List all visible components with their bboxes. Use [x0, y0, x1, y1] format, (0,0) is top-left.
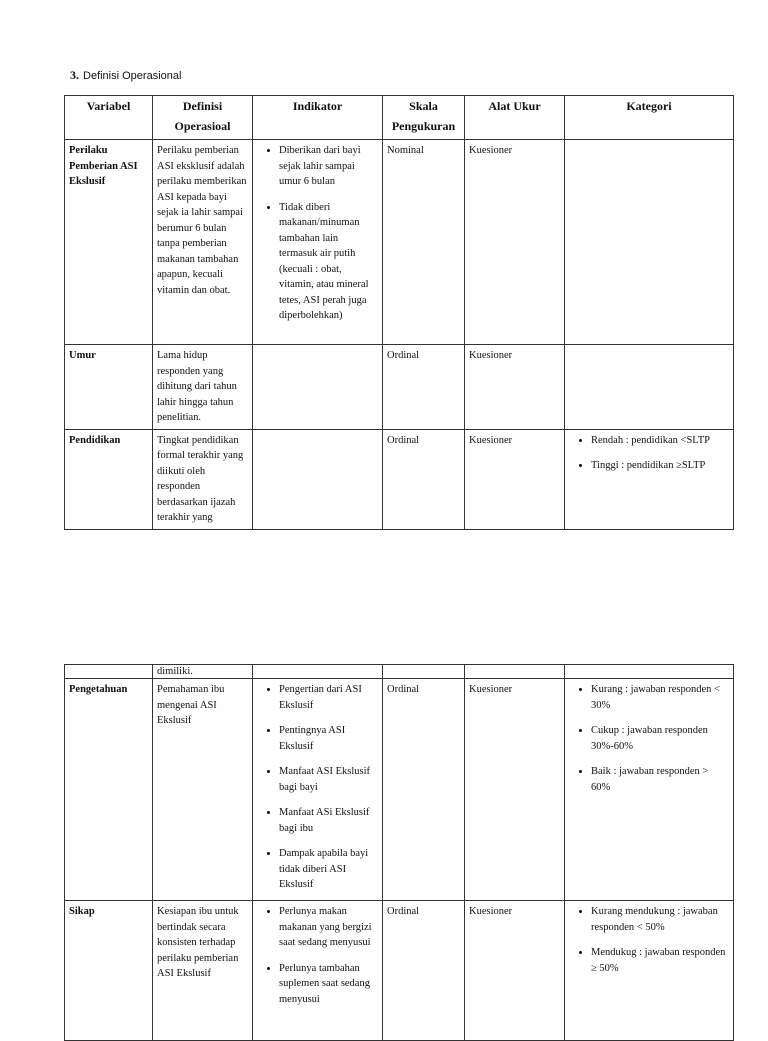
variabel-cell: Sikap [65, 901, 153, 1041]
list-item: • Perlunya tambahan suplemen saat sedang menyusui [279, 961, 378, 1008]
section-number: 3. [70, 68, 79, 82]
definisi-cell: Tingkat pendidikan formal terakhir yang diikuti oleh responden berdasarkan ijazah terakhir yang [153, 429, 253, 529]
continuation-alat-cell [465, 665, 565, 679]
indikator-cell [253, 429, 383, 529]
skala-cell: Nominal [383, 140, 465, 345]
list-item: • Pengertian dari ASI Ekslusif [279, 682, 378, 713]
skala-cell: Ordinal [383, 679, 465, 901]
indikator-cell [253, 901, 383, 1041]
continuation-skala-cell [383, 665, 465, 679]
kategori-cell [565, 345, 734, 430]
header-indikator: Indikator [253, 96, 383, 140]
variabel-cell: Umur [65, 345, 153, 430]
header-alat-ukur: Alat Ukur [465, 96, 565, 140]
table-row [65, 429, 734, 529]
kategori-cell [565, 679, 734, 901]
section-heading [70, 68, 181, 83]
header-skala: Skala Pengukuran [383, 96, 465, 140]
list-item: • Pentingnya ASI Ekslusif [279, 723, 378, 754]
alat-ukur-cell: Kuesioner [465, 345, 565, 430]
header-definisi: Definisi Operasioal [153, 96, 253, 140]
indikator-cell-list [257, 682, 378, 893]
indikator-cell [253, 140, 383, 345]
list-item: • Dampak apabila bayi tidak diberi ASI Ekslusif [279, 846, 378, 893]
list-item: • Kurang mendukung : jawaban responden < 50% [591, 904, 729, 935]
table-row [65, 345, 734, 430]
list-item: • Baik : jawaban responden > 60% [591, 764, 729, 795]
indikator-cell-list [257, 904, 378, 1007]
list-item: • Tinggi : pendidikan ≥SLTP [591, 458, 729, 474]
table-row [65, 140, 734, 345]
kategori-cell-list [569, 904, 729, 976]
table-header-row [65, 96, 734, 140]
continuation-row [65, 665, 734, 679]
list-item: • Kurang : jawaban responden < 30% [591, 682, 729, 713]
continuation-indikator-cell [253, 665, 383, 679]
list-item: • Perlunya makan makanan yang bergizi saat sedang menyusui [279, 904, 378, 951]
header-variabel: Variabel [65, 96, 153, 140]
definisi-cell: Lama hidup responden yang dihitung dari tahun lahir hingga tahun penelitian. [153, 345, 253, 430]
list-item: • Cukup : jawaban responden 30%-60% [591, 723, 729, 754]
header-kategori: Kategori [565, 96, 734, 140]
kategori-cell [565, 901, 734, 1041]
list-item: • Diberikan dari bayi sejak lahir sampai umur 6 bulan [279, 143, 378, 190]
indikator-cell [253, 679, 383, 901]
indikator-cell [253, 345, 383, 430]
continuation-definisi-cell: dimiliki. [153, 665, 253, 679]
alat-ukur-cell: Kuesioner [465, 679, 565, 901]
definisi-operasional-table-continued [64, 664, 734, 1041]
table-row [65, 901, 734, 1041]
kategori-cell [565, 429, 734, 529]
indikator-cell-list [257, 143, 378, 324]
skala-cell: Ordinal [383, 429, 465, 529]
variabel-cell: Pengetahuan [65, 679, 153, 901]
alat-ukur-cell: Kuesioner [465, 429, 565, 529]
alat-ukur-cell: Kuesioner [465, 140, 565, 345]
variabel-cell: Perilaku Pemberian ASI Ekslusif [65, 140, 153, 345]
definisi-cell: Perilaku pemberian ASI eksklusif adalah perilaku memberikan ASI kepada bayi sejak ia lahir sampai berumur 6 bulan tanpa pemberian makanan tambahan apapun, kecuali vitamin dan obat. [153, 140, 253, 345]
list-item: • Manfaat ASi Ekslusif bagi ibu [279, 805, 378, 836]
definisi-cell: Kesiapan ibu untuk bertindak secara konsisten terhadap perilaku pemberian ASI Ekslusif [153, 901, 253, 1041]
list-item: • Manfaat ASI Ekslusif bagi bayi [279, 764, 378, 795]
continuation-variabel-cell [65, 665, 153, 679]
variabel-cell: Pendidikan [65, 429, 153, 529]
skala-cell: Ordinal [383, 345, 465, 430]
section-title: Definisi Operasional [83, 70, 182, 82]
continuation-kategori-cell [565, 665, 734, 679]
table-row [65, 679, 734, 901]
alat-ukur-cell: Kuesioner [465, 901, 565, 1041]
list-item: • Rendah : pendidikan <SLTP [591, 433, 729, 449]
definisi-cell: Pemahaman ibu mengenai ASI Ekslusif [153, 679, 253, 901]
definisi-operasional-table [64, 95, 734, 530]
list-item: • Mendukug : jawaban responden ≥ 50% [591, 945, 729, 976]
skala-cell: Ordinal [383, 901, 465, 1041]
kategori-cell-list [569, 433, 729, 474]
kategori-cell-list [569, 682, 729, 795]
list-item: • Tidak diberi makanan/minuman tambahan lain termasuk air putih (kecuali : obat, vitamin, atau mineral tetes, ASI perah juga diperbolehkan) [279, 200, 378, 324]
kategori-cell [565, 140, 734, 345]
